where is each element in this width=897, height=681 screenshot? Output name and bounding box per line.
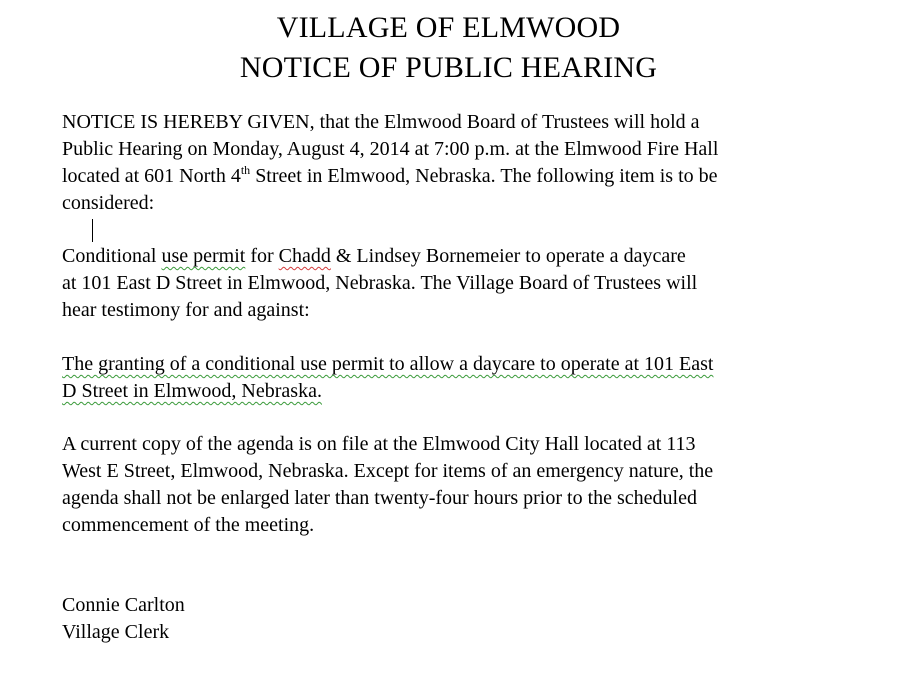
- notice-text: located at 601 North 4: [62, 165, 241, 187]
- agenda-paragraph: [62, 431, 852, 539]
- notice-text: Street in Elmwood, Nebraska. The following item is to be: [250, 165, 718, 187]
- grammar-flag: D Street in Elmwood, Nebraska.: [62, 380, 322, 402]
- permit-text: for: [245, 245, 279, 267]
- agenda-line: West E Street, Elmwood, Nebraska. Except for items of an emergency nature, the: [62, 460, 714, 482]
- notice-line: NOTICE IS HEREBY GIVEN, that the Elmwood Board of Trustees will hold a: [62, 111, 700, 133]
- spelling-flag: Chadd: [278, 245, 331, 267]
- agenda-line: agenda shall not be enlarged later than twenty-four hours prior to the scheduled: [62, 487, 697, 509]
- notice-paragraph: [62, 109, 852, 217]
- permit-line: at 101 East D Street in Elmwood, Nebraska. The Village Board of Trustees will: [62, 272, 698, 294]
- page-subtitle: NOTICE OF PUBLIC HEARING: [239, 51, 658, 84]
- granting-line: [62, 351, 852, 378]
- permit-text: Bornemeier: [425, 245, 521, 267]
- permit-line: [62, 243, 852, 270]
- permit-text: to operate a daycare: [520, 245, 686, 267]
- signer-name: Connie Carlton: [62, 594, 185, 616]
- permit-paragraph: [62, 243, 852, 324]
- signer-title: Village Clerk: [62, 621, 170, 643]
- permit-text: & Lindsey: [330, 245, 426, 267]
- permit-text: Conditional: [62, 245, 162, 267]
- permit-line: hear testimony for and against:: [62, 299, 310, 321]
- agenda-line: commencement of the meeting.: [62, 514, 315, 536]
- agenda-line: A current copy of the agenda is on file at the Elmwood City Hall located at 113: [62, 433, 696, 455]
- ordinal-suffix: th: [240, 163, 251, 177]
- signature-block: [62, 592, 852, 646]
- text-cursor: [92, 219, 93, 242]
- granting-line: [62, 378, 852, 405]
- notice-line: considered:: [62, 192, 155, 214]
- notice-line: [62, 163, 852, 190]
- grammar-flag: use permit: [161, 245, 246, 267]
- notice-line: Public Hearing on Monday, August 4, 2014 at 7:00 p.m. at the Elmwood Fire Hall: [62, 138, 719, 160]
- page-title: VILLAGE OF ELMWOOD: [276, 11, 621, 44]
- granting-paragraph: [62, 351, 852, 405]
- grammar-flag: The granting of a conditional use permit to allow a daycare to operate at 101 East: [62, 353, 714, 375]
